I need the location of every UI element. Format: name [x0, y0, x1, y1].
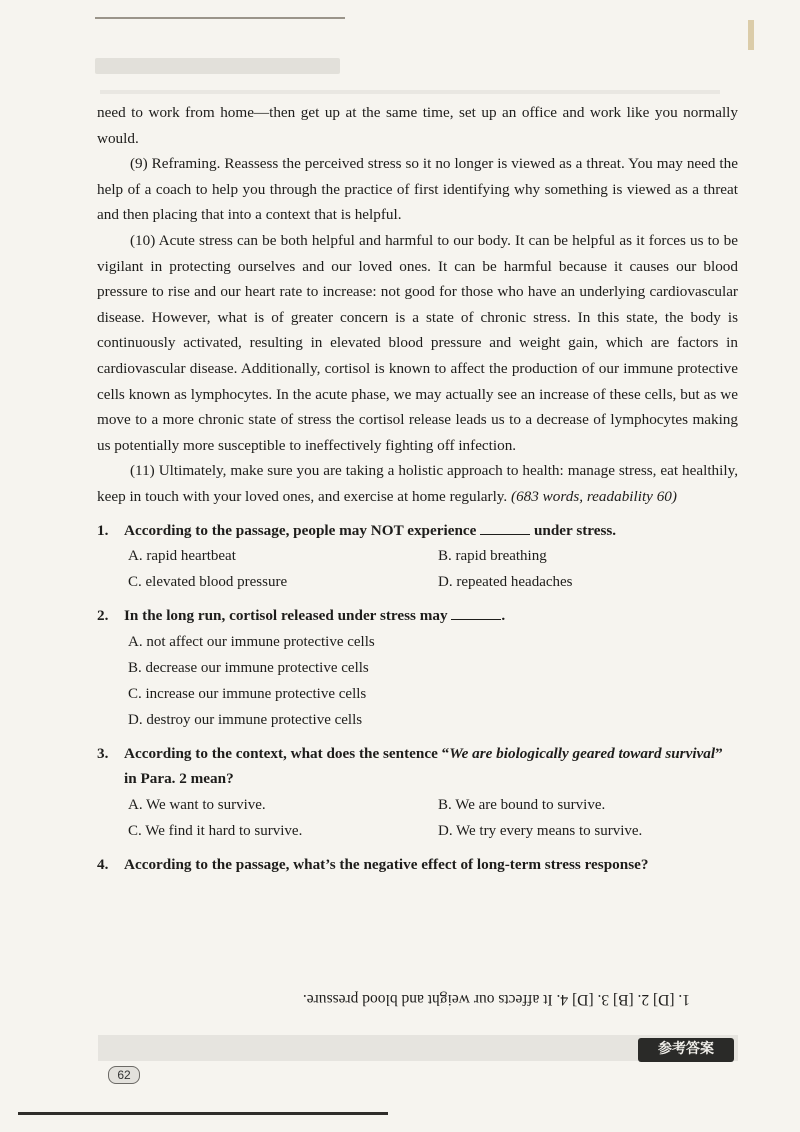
option-b: B. rapid breathing	[438, 548, 547, 565]
option-b: B. We are bound to survive.	[438, 796, 606, 813]
option-c: C. We find it hard to survive.	[128, 822, 303, 839]
option-b: B. decrease our immune protective cells	[128, 659, 369, 676]
options	[97, 792, 738, 844]
question-4	[97, 852, 738, 878]
article-body	[97, 100, 738, 877]
question-3	[97, 741, 738, 844]
question-1	[97, 518, 738, 596]
paragraph-11-text: (11) Ultimately, make sure you are taking a holistic approach to health: manage stress, eat healthily, keep in touch with your loved ones, and exercise at home regularly.	[97, 462, 738, 505]
bottom-rule	[18, 1112, 388, 1115]
paragraph-11	[97, 458, 738, 509]
page-edge-mark	[748, 20, 754, 50]
header-bleed-through	[95, 58, 340, 74]
question-number: 3.	[97, 744, 109, 762]
question-stem: According to the passage, what’s the negative effect of long-term stress response?	[124, 855, 649, 873]
question-2	[97, 603, 738, 733]
word-count-note: (683 words, readability 60)	[511, 487, 677, 505]
paragraph-10: (10) Acute stress can be both helpful and harmful to our body. It can be helpful as it forces us to be vigilant in protecting ourselves and our loved ones. It can be harmful because it causes our blood pressure to rise and our heart rate to increase: not good for those who have an underlying cardiovascular disease. However, what is of greater concern is a state of chronic stress. In this state, the body is continuously activated, resulting in elevated blood pressure and weight gain, which are factors in cardiovascular disease. Additionally, cortisol is known to affect the production of our immune protective cells known as lymphocytes. In the acute phase, we may actually see an increase of these cells, but as we move to a more chronic state of stress the cortisol release leads us to a decrease of lymphocytes making us potentially more susceptible to ineffectively fighting off infection.	[97, 231, 738, 454]
options	[97, 543, 738, 595]
option-c: C. increase our immune protective cells	[128, 685, 367, 702]
answer-key-upside-down: 1. [D] 2. [B] 3. [D] 4. It affects our weight and blood pressure.	[302, 991, 690, 1008]
option-d: D. We try every means to survive.	[438, 822, 643, 839]
question-stem: According to the passage, people may NOT experience under stress.	[124, 521, 617, 539]
options	[97, 629, 738, 733]
option-a: A. not affect our immune protective cells	[128, 633, 375, 650]
answer-blank	[451, 607, 501, 620]
answer-blank	[480, 522, 530, 535]
option-c: C. elevated blood pressure	[128, 574, 288, 591]
question-stem: According to the context, what does the sentence “We are biologically geared toward survival” in Para. 2 mean?	[124, 744, 723, 788]
option-a: A. rapid heartbeat	[128, 548, 236, 565]
question-number: 2.	[97, 607, 109, 625]
option-d: D. repeated headaches	[438, 574, 573, 591]
answer-badge: 参考答案	[638, 1038, 734, 1062]
bleed-through-line	[100, 90, 720, 94]
option-a: A. We want to survive.	[128, 796, 266, 813]
page-number: 62	[108, 1066, 140, 1084]
question-stem: In the long run, cortisol released under stress may .	[124, 607, 506, 625]
paragraph-continued: need to work from home—then get up at the same time, set up an office and work like you normally would.	[97, 104, 738, 147]
question-number: 4.	[97, 855, 109, 873]
question-number: 1.	[97, 521, 109, 539]
paragraph-9: (9) Reframing. Reassess the perceived stress so it no longer is viewed as a threat. You may need the help of a coach to help you through the practice of first identifying why something is viewed as a threat and then placing that into a context that is helpful.	[97, 155, 738, 224]
top-rule	[95, 17, 345, 19]
option-d: D. destroy our immune protective cells	[128, 711, 363, 728]
